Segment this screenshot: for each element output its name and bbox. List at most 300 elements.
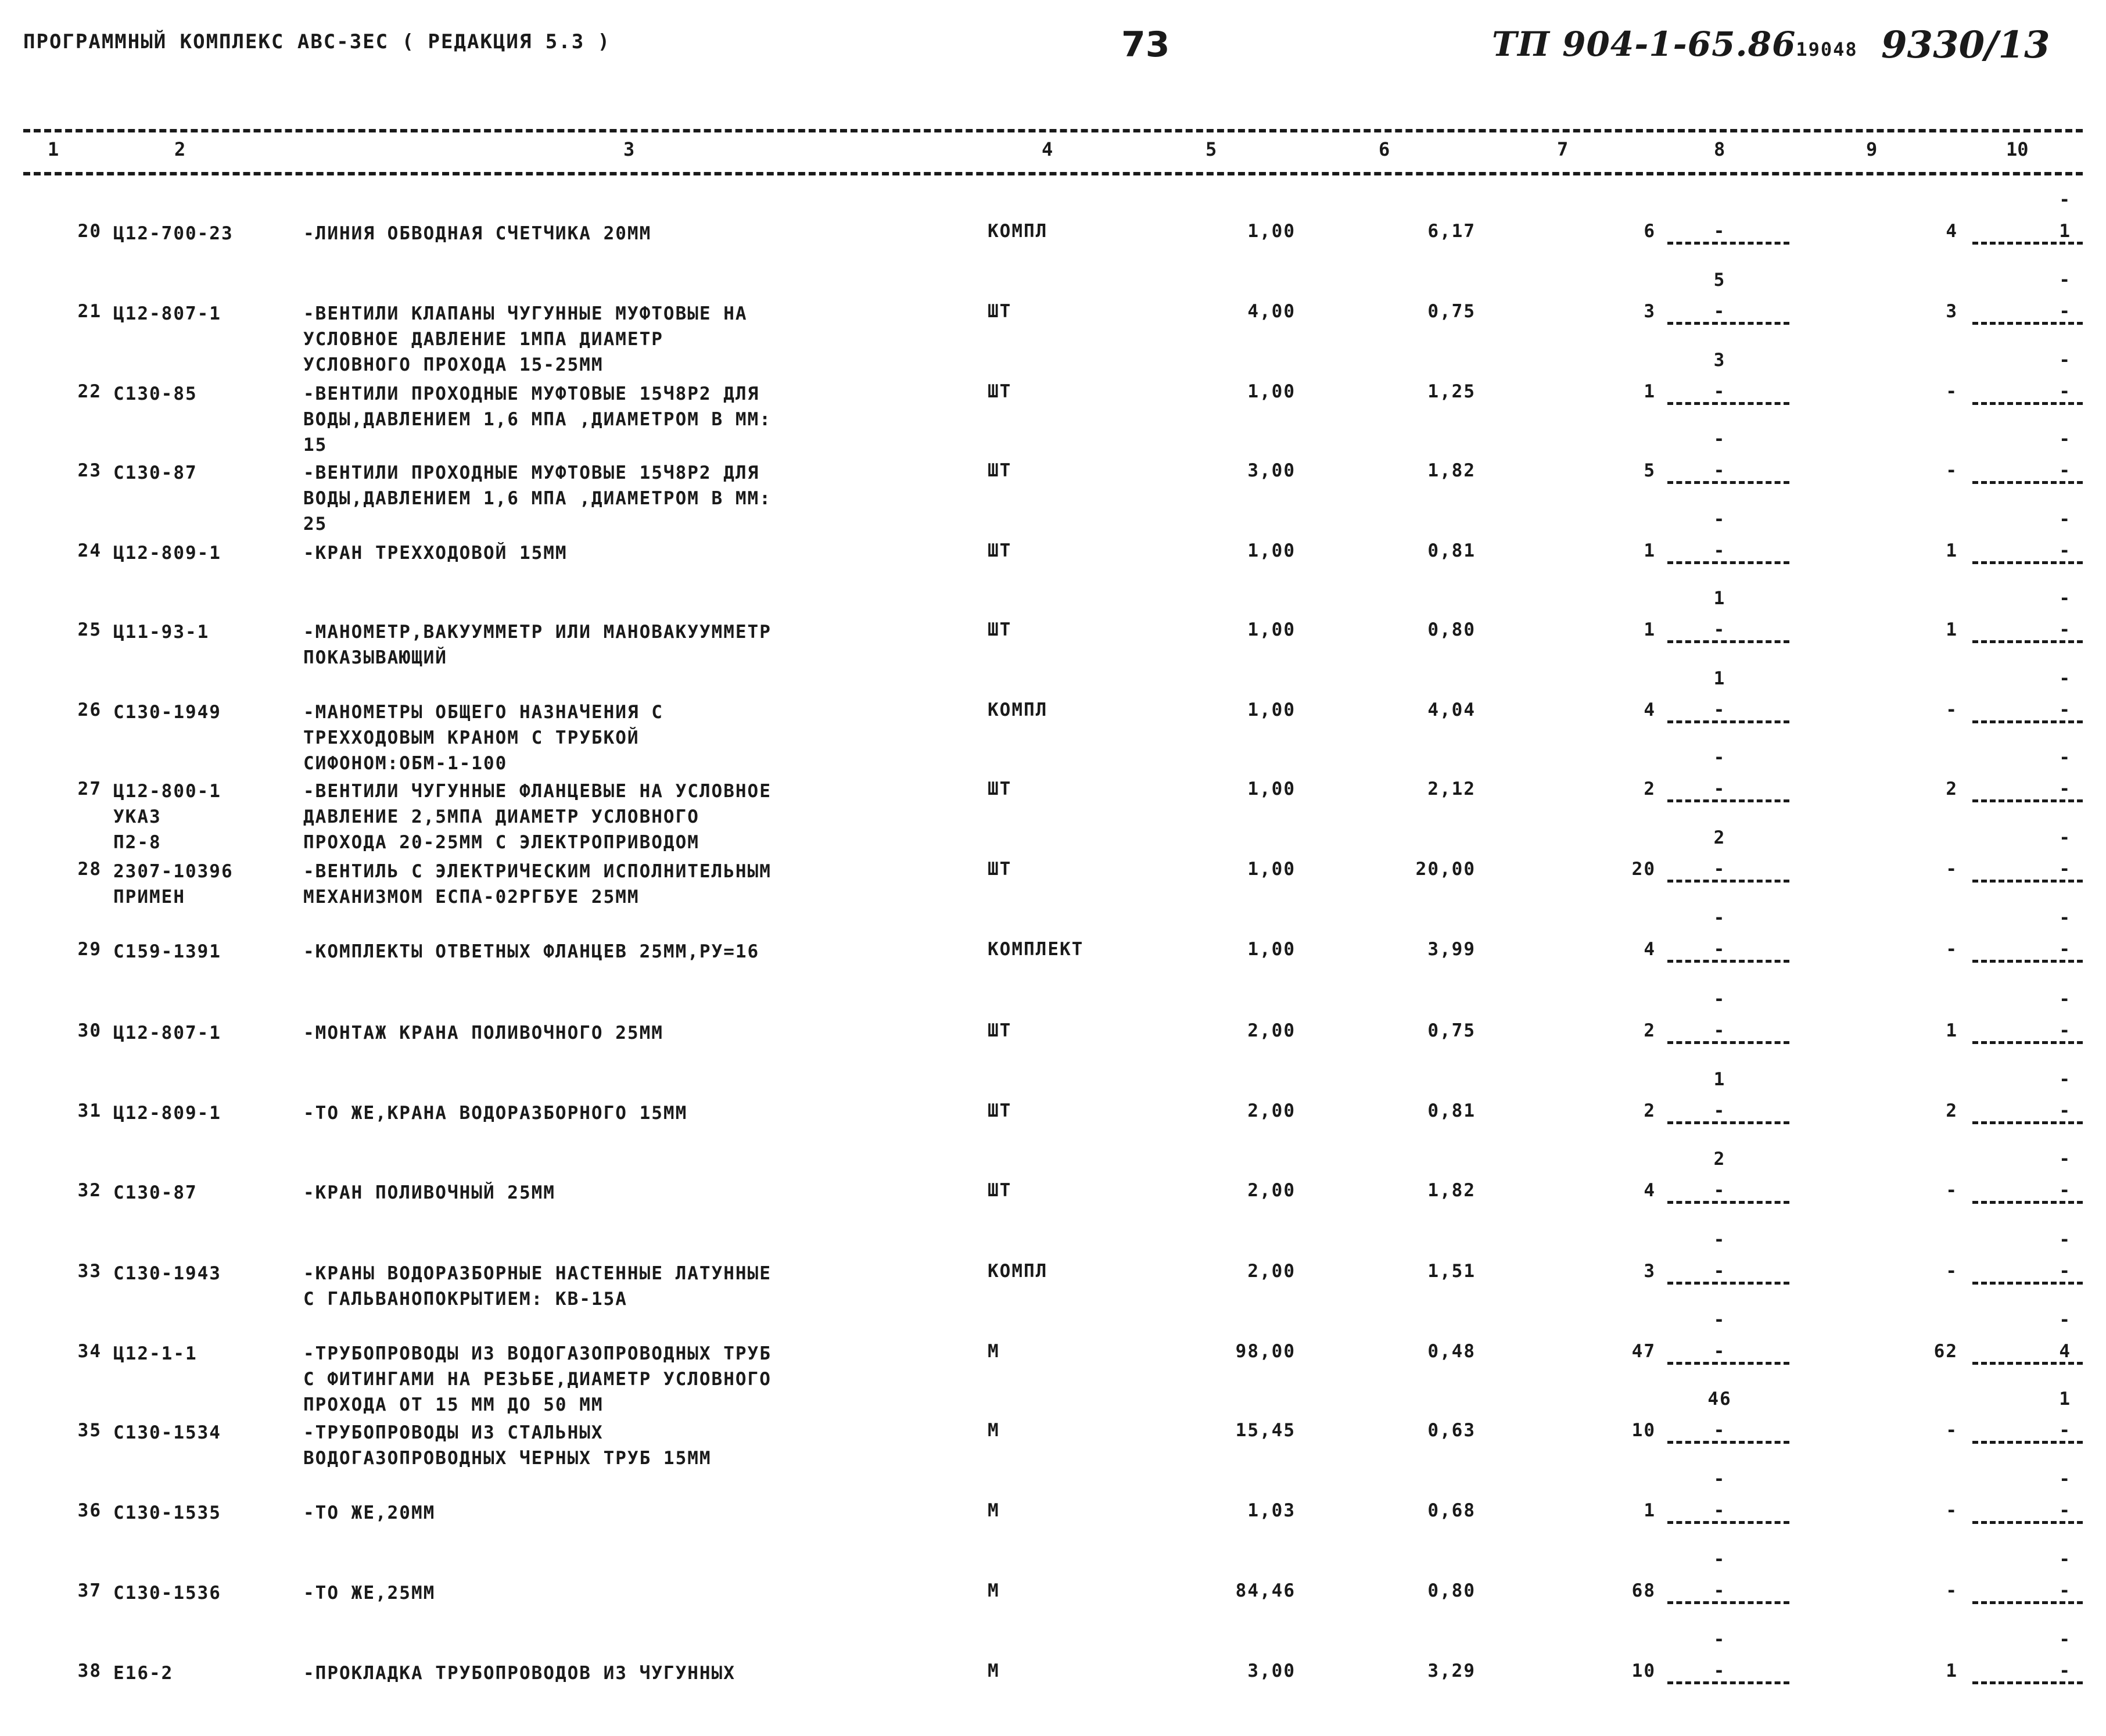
work-description-line: -ЛИНИЯ ОБВОДНАЯ СЧЕТЧИКА 20ММ [303,223,652,244]
col8-mid: - [1713,221,1726,242]
program-title: ПРОГРАММНЫЙ КОМПЛЕКС АВС-ЗЕС ( РЕДАКЦИЯ 5.3 ) [23,30,611,53]
col9-value: 2 [1946,1100,1958,1121]
col10-fraction-line [1972,880,2083,883]
unit-cost: 20,00 [1415,859,1476,880]
row-number: 21 [77,301,102,322]
row-number: 35 [77,1420,102,1441]
col10-mid: - [2059,460,2071,481]
row-number: 31 [77,1100,102,1121]
resource-code-line: С130-1536 [113,1583,221,1604]
table-row [0,1629,2106,1736]
resource-code [113,221,234,246]
quantity: 3,00 [1247,1660,1296,1681]
row-number: 27 [77,779,102,799]
resource-code [113,1660,173,1686]
unit-cost: 6,17 [1427,221,1476,242]
work-description [303,1500,435,1526]
col10-top: - [2059,350,2071,371]
col10-mid: - [2059,301,2071,322]
resource-code-line: С130-1943 [113,1263,221,1284]
col8-mid: - [1713,1180,1726,1201]
col10-mid: - [2059,700,2071,720]
col8-top: 46 [1707,1389,1732,1409]
col7-value: 10 [1631,1660,1656,1681]
unit-cost: 0,75 [1427,301,1476,322]
unit-cost: 1,82 [1427,460,1476,481]
col8-top: 1 [1713,668,1726,689]
col9-value: 62 [1933,1341,1958,1362]
resource-code-line: С130-1949 [113,702,221,723]
col7-value: 1 [1644,540,1656,561]
row-number: 23 [77,460,102,481]
work-description-line: -ВЕНТИЛИ ЧУГУННЫЕ ФЛАНЦЕВЫЕ НА УСЛОВНОЕ [303,781,772,802]
col8-mid: - [1713,301,1726,322]
unit: ШТ [988,1020,1012,1041]
col8-mid: - [1713,1261,1726,1282]
unit: КОМПЛ [988,221,1048,242]
col8-fraction-line [1667,1041,1789,1044]
work-description-line: ДАВЛЕНИЕ 2,5МПА ДИАМЕТР УСЛОВНОГО [303,806,699,827]
project-code-text: ТП 904-1-65.86 [1492,24,1796,64]
unit: М [988,1660,1000,1681]
col9-value: - [1946,1500,1958,1521]
column-number: 10 [2006,138,2029,160]
table-row [0,588,2106,695]
unit: М [988,1420,1000,1441]
col7-value: 5 [1644,460,1656,481]
unit: М [988,1500,1000,1521]
col9-value: - [1946,700,1958,720]
col8-mid: - [1713,700,1726,720]
table-row [0,1229,2106,1336]
unit-cost: 1,25 [1427,381,1476,402]
resource-code [113,540,221,566]
col10-mid: - [2059,619,2071,640]
col10-top: - [2059,1229,2071,1250]
col8-top: - [1713,509,1726,530]
resource-code-line: Ц12-807-1 [113,1023,221,1043]
project-number: 19048 [1796,38,1858,60]
col10-fraction-line [1972,1681,2083,1684]
col10-mid: - [2059,1261,2071,1282]
table-row [0,1469,2106,1576]
work-description-line: УСЛОВНОЕ ДАВЛЕНИЕ 1МПА ДИАМЕТР [303,329,663,350]
quantity: 2,00 [1247,1100,1296,1121]
col8-top: - [1713,1549,1726,1570]
col8-mid: - [1713,619,1726,640]
quantity: 1,00 [1247,859,1296,880]
row-number: 20 [77,221,102,242]
resource-code-line: 2307-10396 [113,861,234,882]
col8-top: 1 [1713,1069,1726,1090]
col10-fraction-line [1972,720,2083,723]
table-row [0,989,2106,1096]
unit: ШТ [988,779,1012,799]
col8-mid: - [1713,1500,1726,1521]
col10-top: - [2059,1629,2071,1650]
resource-code [113,700,221,725]
work-description [303,859,772,910]
col10-top: - [2059,588,2071,609]
resource-code [113,779,221,855]
col10-fraction-line [1972,561,2083,564]
work-description-line: ПРОХОДА ОТ 15 ММ ДО 50 ММ [303,1394,604,1415]
unit-cost: 0,63 [1427,1420,1476,1441]
col10-fraction-line [1972,402,2083,405]
unit-cost: 2,12 [1427,779,1476,799]
row-number: 29 [77,939,102,960]
col8-top: - [1713,1310,1726,1330]
row-number: 38 [77,1660,102,1681]
col8-mid: - [1713,1660,1726,1681]
col8-top: - [1713,989,1726,1010]
col10-fraction-line [1972,1441,2083,1444]
col9-value: 1 [1946,1660,1958,1681]
col8-mid: - [1713,1420,1726,1441]
col7-value: 1 [1644,1500,1656,1521]
col10-mid: - [2059,939,2071,960]
col10-fraction-line [1972,1362,2083,1365]
resource-code [113,939,221,964]
unit: М [988,1580,1000,1601]
work-description-line: ВОДЫ,ДАВЛЕНИЕМ 1,6 МПА ,ДИАМЕТРОМ В ММ: [303,488,772,509]
col8-top: 2 [1713,1149,1726,1170]
work-description-line: -ТО ЖЕ,КРАНА ВОДОРАЗБОРНОГО 15ММ [303,1103,688,1124]
col10-fraction-line [1972,640,2083,643]
resource-code-line: Ц12-700-23 [113,223,234,244]
quantity: 1,00 [1247,779,1296,799]
col10-mid: - [2059,1020,2071,1041]
col7-value: 2 [1644,1100,1656,1121]
col8-mid: - [1713,1580,1726,1601]
unit: М [988,1341,1000,1362]
quantity: 2,00 [1247,1180,1296,1201]
col8-fraction-line [1667,242,1789,245]
col10-top: 1 [2059,1389,2071,1409]
unit: ШТ [988,381,1012,402]
table-row [0,1310,2106,1416]
col7-value: 2 [1644,1020,1656,1041]
work-description-line: -ТРУБОПРОВОДЫ ИЗ ВОДОГАЗОПРОВОДНЫХ ТРУБ [303,1343,772,1364]
col10-top: - [2059,908,2071,928]
unit: ШТ [988,859,1012,880]
work-description [303,1261,772,1312]
col8-fraction-line [1667,1601,1789,1604]
col8-fraction-line [1667,1282,1789,1285]
col8-mid: - [1713,381,1726,402]
col7-value: 10 [1631,1420,1656,1441]
unit-cost: 1,82 [1427,1180,1476,1201]
col8-top: 5 [1713,270,1726,290]
work-description [303,460,772,537]
page-number: 73 [1121,24,1170,65]
resource-code-line: С130-87 [113,462,198,483]
quantity: 15,45 [1235,1420,1296,1441]
work-description-line: ВОДЫ,ДАВЛЕНИЕМ 1,6 МПА ,ДИАМЕТРОМ В ММ: [303,409,772,430]
resource-code-line: УКАЗ [113,806,162,827]
col10-mid: - [2059,1580,2071,1601]
unit-cost: 3,99 [1427,939,1476,960]
col10-fraction-line [1972,1521,2083,1524]
col8-fraction-line [1667,720,1789,723]
col8-mid: - [1713,779,1726,799]
unit: ШТ [988,301,1012,322]
col10-mid: 4 [2059,1341,2071,1362]
col9-value: 1 [1946,1020,1958,1041]
table-row [0,908,2106,1014]
col10-top: - [2059,509,2071,530]
row-number: 34 [77,1341,102,1362]
col7-value: 1 [1644,381,1656,402]
col10-top: - [2059,429,2071,450]
row-number: 33 [77,1261,102,1282]
col10-fraction-line [1972,1121,2083,1124]
col8-top: - [1713,908,1726,928]
col10-mid: - [2059,1660,2071,1681]
column-number: 4 [1042,138,1053,160]
resource-code-line: Ц12-807-1 [113,303,221,324]
col10-fraction-line [1972,1201,2083,1204]
work-description-line: -ВЕНТИЛИ КЛАПАНЫ ЧУГУННЫЕ МУФТОВЫЕ НА [303,303,748,324]
unit-cost: 0,48 [1427,1341,1476,1362]
resource-code [113,460,198,486]
col8-mid: - [1713,1020,1726,1041]
col10-top: - [2059,668,2071,689]
col7-value: 68 [1631,1580,1656,1601]
col8-top: 1 [1713,588,1726,609]
col7-value: 47 [1631,1341,1656,1362]
col8-fraction-line [1667,561,1789,564]
table-row [0,1069,2106,1176]
col8-mid: - [1713,460,1726,481]
col8-fraction-line [1667,322,1789,325]
work-description-line: ВОДОГАЗОПРОВОДНЫХ ЧЕРНЫХ ТРУБ 15ММ [303,1448,712,1469]
column-number: 1 [48,138,59,160]
col10-mid: - [2059,381,2071,402]
work-description-line: ПРОХОДА 20-25ММ С ЭЛЕКТРОПРИВОДОМ [303,832,699,853]
col10-fraction-line [1972,1041,2083,1044]
work-description-line: С ФИТИНГАМИ НА РЕЗЬБЕ,ДИАМЕТР УСЛОВНОГО [303,1369,772,1390]
col7-value: 4 [1644,700,1656,720]
col8-fraction-line [1667,880,1789,883]
quantity: 1,00 [1247,540,1296,561]
col8-fraction-line [1667,1121,1789,1124]
work-description-line: -ВЕНТИЛИ ПРОХОДНЫЕ МУФТОВЫЕ 15Ч8Р2 ДЛЯ [303,462,760,483]
work-description [303,1341,772,1418]
row-number: 24 [77,540,102,561]
resource-code [113,1580,221,1606]
row-number: 26 [77,700,102,720]
column-number: 7 [1557,138,1569,160]
col10-mid: - [2059,1500,2071,1521]
row-number: 36 [77,1500,102,1521]
work-description-line: -КРАН ТРЕХХОДОВОЙ 15ММ [303,543,568,564]
unit: ШТ [988,1180,1012,1201]
col8-top: - [1713,429,1726,450]
work-description-line: -КРАНЫ ВОДОРАЗБОРНЫЕ НАСТЕННЫЕ ЛАТУННЫЕ [303,1263,772,1284]
resource-code-line: Ц12-1-1 [113,1343,198,1364]
col9-value: - [1946,1580,1958,1601]
col10-top: - [2059,189,2071,210]
col10-top: - [2059,1149,2071,1170]
col8-fraction-line [1667,799,1789,802]
col7-value: 3 [1644,1261,1656,1282]
col10-mid: - [2059,540,2071,561]
work-description-line: -ВЕНТИЛИ ПРОХОДНЫЕ МУФТОВЫЕ 15Ч8Р2 ДЛЯ [303,383,760,404]
resource-code [113,1500,221,1526]
col9-value: 1 [1946,619,1958,640]
unit-cost: 0,81 [1427,1100,1476,1121]
col9-value: - [1946,1420,1958,1441]
work-description-line: УСЛОВНОГО ПРОХОДА 15-25ММ [303,354,604,375]
col7-value: 3 [1644,301,1656,322]
col8-fraction-line [1667,1521,1789,1524]
col10-top: - [2059,827,2071,848]
row-number: 28 [77,859,102,880]
col8-mid: - [1713,939,1726,960]
resource-code [113,1020,221,1046]
col9-value: - [1946,939,1958,960]
col9-value: - [1946,1261,1958,1282]
col8-mid: - [1713,1100,1726,1121]
col8-fraction-line [1667,960,1789,963]
col10-mid: - [2059,859,2071,880]
work-description-line: -ПРОКЛАДКА ТРУБОПРОВОДОВ ИЗ ЧУГУННЫХ [303,1663,736,1684]
col9-value: - [1946,1180,1958,1201]
work-description-line: -ТРУБОПРОВОДЫ ИЗ СТАЛЬНЫХ [303,1422,604,1443]
col10-fraction-line [1972,242,2083,245]
col8-top: - [1713,1229,1726,1250]
resource-code-line: Ц12-800-1 [113,781,221,802]
col7-value: 4 [1644,939,1656,960]
unit-cost: 0,81 [1427,540,1476,561]
col10-top: - [2059,1310,2071,1330]
resource-code [113,1341,198,1366]
col10-top: - [2059,1469,2071,1490]
col10-fraction-line [1972,1282,2083,1285]
resource-code [113,859,234,910]
work-description-line: -МОНТАЖ КРАНА ПОЛИВОЧНОГО 25ММ [303,1023,663,1043]
table-row [0,270,2106,376]
col8-mid: - [1713,540,1726,561]
work-description [303,221,651,246]
work-description-line: МЕХАНИЗМОМ ЕСПА-02РГБУЕ 25ММ [303,887,640,908]
row-number: 30 [77,1020,102,1041]
table-row [0,668,2106,775]
work-description-line: -МАНОМЕТРЫ ОБЩЕГО НАЗНАЧЕНИЯ С [303,702,663,723]
work-description [303,1420,712,1471]
work-description-line: С ГАЛЬВАНОПОКРЫТИЕМ: КВ-15А [303,1289,627,1310]
table-row [0,429,2106,536]
quantity: 1,00 [1247,381,1296,402]
col10-mid: - [2059,1180,2071,1201]
col8-top: 3 [1713,350,1726,371]
quantity: 98,00 [1235,1341,1296,1362]
row-number: 37 [77,1580,102,1601]
row-number: 32 [77,1180,102,1201]
resource-code [113,1420,221,1446]
unit: ШТ [988,460,1012,481]
resource-code-line: ПРИМЕН [113,887,185,908]
col10-top: - [2059,747,2071,768]
resource-code [113,1100,221,1126]
quantity: 4,00 [1247,301,1296,322]
quantity: 1,00 [1247,619,1296,640]
work-description [303,939,759,964]
work-description-line: -ТО ЖЕ,25ММ [303,1583,436,1604]
col9-value: 4 [1946,221,1958,242]
work-description [303,1580,435,1606]
work-description-line: -КОМПЛЕКТЫ ОТВЕТНЫХ ФЛАНЦЕВ 25ММ,РУ=16 [303,941,760,962]
col8-fraction-line [1667,640,1789,643]
resource-code [113,301,221,327]
work-description [303,700,663,776]
col8-fraction-line [1667,481,1789,484]
unit-cost: 0,80 [1427,619,1476,640]
work-description [303,619,772,670]
work-description [303,540,568,566]
sheet-number: 9330/13 [1881,23,2050,67]
work-description [303,1180,555,1206]
col10-fraction-line [1972,960,2083,963]
col8-fraction-line [1667,1441,1789,1444]
work-description-line: -КРАН ПОЛИВОЧНЫЙ 25ММ [303,1182,555,1203]
col7-value: 6 [1644,221,1656,242]
unit: КОМПЛЕКТ [988,939,1084,960]
unit-cost: 0,75 [1427,1020,1476,1041]
resource-code-line: Ц12-809-1 [113,1103,221,1124]
unit: КОМПЛ [988,1261,1048,1282]
col8-fraction-line [1667,1201,1789,1204]
unit: ШТ [988,619,1012,640]
resource-code [113,619,209,645]
col9-value: - [1946,460,1958,481]
col9-value: - [1946,381,1958,402]
resource-code-line: С130-85 [113,383,198,404]
quantity: 2,00 [1247,1020,1296,1041]
resource-code-line: П2-8 [113,832,162,853]
col8-top: - [1713,1469,1726,1490]
table-row [0,189,2106,296]
col7-value: 1 [1644,619,1656,640]
col8-fraction-line [1667,402,1789,405]
col10-top: - [2059,270,2071,290]
quantity: 1,00 [1247,939,1296,960]
work-description [303,1660,736,1686]
col9-value: 2 [1946,779,1958,799]
unit-cost: 1,51 [1427,1261,1476,1282]
col8-mid: - [1713,859,1726,880]
work-description-line: СИФОНОМ:ОБМ-1-100 [303,753,508,774]
resource-code-line: С130-1534 [113,1422,221,1443]
table-row [0,1149,2106,1256]
resource-code-line: С130-87 [113,1182,198,1203]
column-number: 3 [623,138,635,160]
unit: ШТ [988,1100,1012,1121]
col10-mid: - [2059,779,2071,799]
col7-value: 2 [1644,779,1656,799]
work-description-line: -ВЕНТИЛЬ С ЭЛЕКТРИЧЕСКИМ ИСПОЛНИТЕЛЬНЫМ [303,861,772,882]
work-description [303,381,772,458]
quantity: 1,00 [1247,700,1296,720]
work-description [303,779,772,855]
unit: КОМПЛ [988,700,1048,720]
resource-code [113,1180,198,1206]
resource-code [113,381,198,407]
col10-mid: - [2059,1100,2071,1121]
unit: ШТ [988,540,1012,561]
column-number: 9 [1866,138,1878,160]
